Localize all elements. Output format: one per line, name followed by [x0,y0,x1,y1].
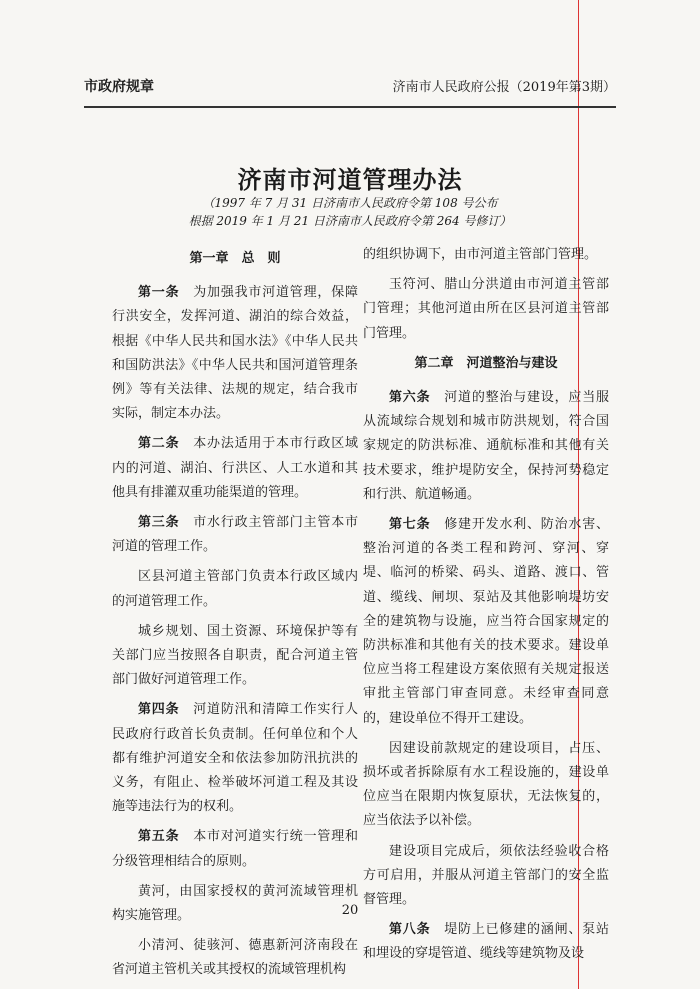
article-label: 第八条 [389,922,431,938]
body-paragraph: 建设项目完成后，须依法经验收合格方可启用，并服从河道主管部门的安全监督管理。 [363,843,609,908]
article-text: 河道的整治与建设，应当服从流域综合规划和城市防洪规划，符合国家规定的防洪标准、通航标准和其他有关技术要求，维护堤防安全，保持河势稳定和行洪、航道畅通。 [363,390,609,502]
article-text: 河道防汛和清障工作实行人民政府行政首长负责制。任何单位和个人都有维护河道安全和依法参加防汛抗洪的义务，有阻止、检举破坏河道工程及其设施等违法行为的权利。 [112,702,358,815]
document-title: 济南市河道管理办法 [237,165,463,194]
body-paragraph: 的组织协调下，由市河道主管部门管理。 [363,247,598,262]
article-text: 本市对河道实行统一管理和分级管理相结合的原则。 [112,829,358,869]
body-paragraph: 黄河，由国家授权的黄河流域管理机构实施管理。 [112,883,358,924]
body-paragraph: 玉符河、腊山分洪道由市河道主管部门管理；其他河道由所在区县河道主管部门管理。 [363,277,609,341]
article-label: 第三条 [138,515,180,531]
body-paragraph: 区县河道主管部门负责本行政区域内的河道管理工作。 [112,569,358,609]
article-text: 本办法适用于本市行政区域内的河道、湖泊、行洪区、人工水道和其他具有排灌双重功能渠道的管理。 [112,436,358,500]
article-paragraph [112,825,358,873]
body-paragraph: 因建设前款规定的建设项目，占压、损坏或者拆除原有水工程设施的，建设单位应当在限期内恢复原状，无法恢复的，应当依法予以补偿。 [363,740,609,829]
article-paragraph [112,511,358,559]
article-text: 修建开发水利、防治水害、整治河道的各类工程和跨河、穿河、穿堤、临河的桥梁、码头、道路、渡口、管道、缆线、闸坝、泵站及其他影响堤坊安全的建筑物与设施，应当符合国家规定的防洪标准和其他有关的技术要求。建设单位应当将工程建设方案依照有关规定报送审批主管部门审查同意。未经审查同意的，建设单位不得开工建设。 [363,517,609,726]
article-paragraph [112,698,358,819]
page-header [84,76,616,98]
article-label: 第七条 [389,517,431,533]
chapter-heading: 第一章 总 则 [189,251,281,266]
article-label: 第五条 [138,829,180,845]
right-text-column [363,243,609,973]
article-label: 第四条 [138,702,180,718]
header-rule [84,106,616,108]
article-text: 市水行政主管部门主管本市河道的管理工作。 [112,515,358,555]
article-paragraph [112,281,358,426]
article-label: 第一条 [138,285,180,301]
page-number: 20 [341,903,359,918]
article-label: 第六条 [389,390,431,406]
left-text-column [112,245,358,989]
article-text: 为加强我市河道管理，保障行洪安全，发挥河道、湖泊的综合效益，根据《中华人民共和国水法》《中华人民共和国防洪法》《中华人民共和国河道管理条例》等有关法律、法规的规定，结合我市实际，制定本办法。 [112,285,358,422]
article-paragraph [363,918,609,966]
article-paragraph [363,513,609,731]
chapter-heading: 第二章 河道整治与建设 [414,355,558,371]
article-label: 第二条 [138,436,180,452]
body-paragraph: 城乡规划、国土资源、环境保护等有关部门应当按照各自职责，配合河道主管部门做好河道管理工作。 [112,623,358,688]
header-publication: 济南市人民政府公报（2019年第3期） [392,80,616,95]
document-subtitle-line: 根据 2019 年 1 月 21 日济南市人民政府令第 264 号修订） [188,214,512,228]
body-paragraph: 小清河、徒骇河、德惠新河济南段在省河道主管机关或其授权的流域管理机构 [112,938,358,978]
document-subtitle-line: （1997 年 7 月 31 日济南市人民政府令第 108 号公布 [202,196,498,210]
article-paragraph [363,386,609,507]
article-text: 堤防上已修建的涵闸、泵站和埋设的穿堤管道、缆线等建筑物及设 [363,922,609,962]
header-section-label: 市政府规章 [84,79,154,95]
article-paragraph [112,432,358,505]
